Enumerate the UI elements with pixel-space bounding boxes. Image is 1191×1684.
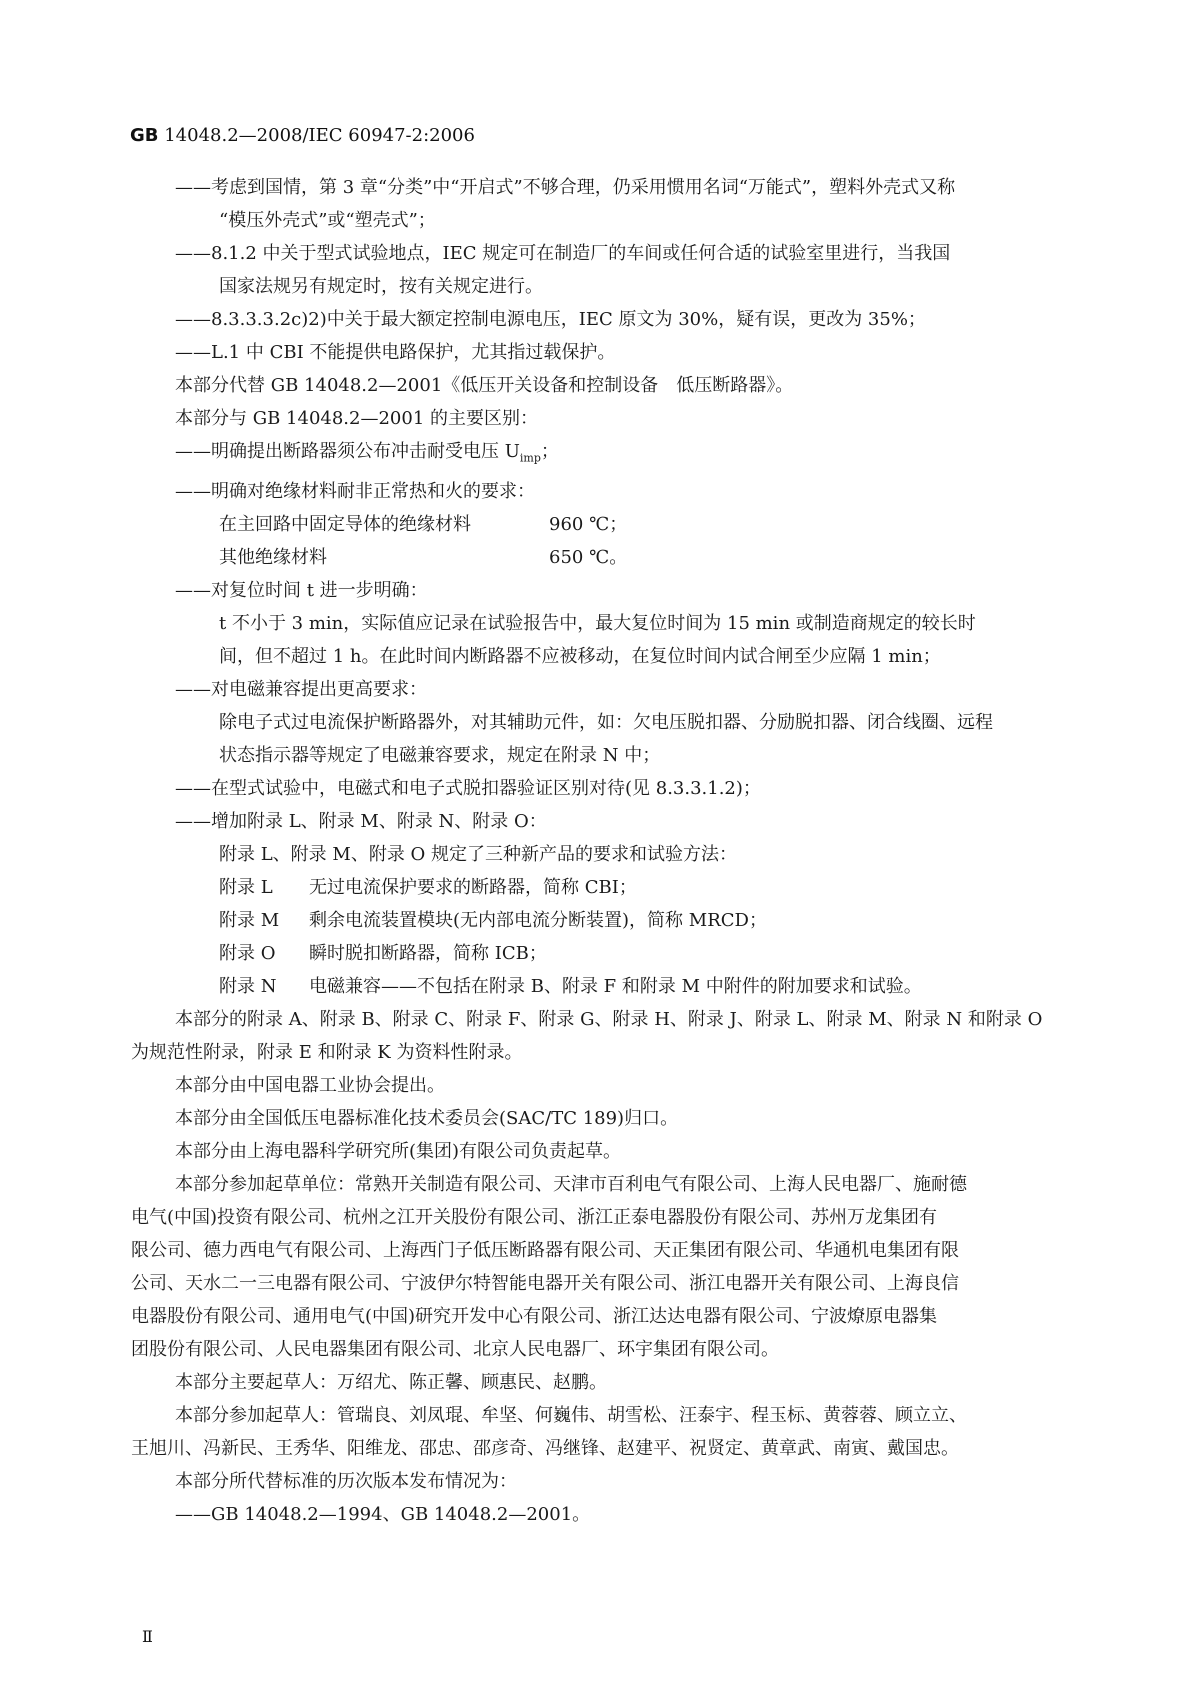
annex-row: [175, 904, 1055, 937]
list-item-detail: 附录 L、附录 M、附录 O 规定了三种新产品的要求和试验方法：: [219, 843, 738, 865]
paragraph: 本部分参加起草人：管瑞良、刘凤琨、牟坚、何巍伟、胡雪松、汪泰宇、程玉标、黄蓉蓉、顾立立、: [175, 1404, 967, 1426]
paragraph-continuation: 限公司、德力西电气有限公司、上海西门子低压断路器有限公司、天正集团有限公司、华通机电集团有限: [131, 1239, 959, 1261]
annex-description: 无过电流保护要求的断路器，简称 CBI；: [309, 876, 637, 898]
paragraph: 本部分的附录 A、附录 B、附录 C、附录 F、附录 G、附录 H、附录 J、附录 L、附录 M、附录 N 和附录 O: [175, 1008, 1043, 1030]
annex-label: 附录 L: [219, 876, 273, 898]
annex-description: 电磁兼容——不包括在附录 B、附录 F 和附录 M 中附件的附加要求和试验。: [309, 975, 922, 997]
standard-number: 14048.2—2008/IEC 60947-2:2006: [164, 125, 475, 146]
requirement-label: 其他绝缘材料: [219, 546, 327, 568]
list-item-text: ——明确提出断路器须公布冲击耐受电压 U: [175, 441, 520, 462]
list-item: ——GB 14048.2—1994、GB 14048.2—2001。: [175, 1503, 591, 1525]
list-item-detail: 间，但不超过 1 h。在此时间内断路器不应被移动，在复位时间内试合闸至少应隔 1 min；: [219, 645, 941, 667]
paragraph: 本部分所代替标准的历次版本发布情况为：: [175, 1470, 517, 1492]
list-item: ——考虑到国情，第 3 章“分类”中“开启式”不够合理，仍采用惯用名词“万能式”，塑料外壳式又称: [175, 177, 956, 198]
list-item: [175, 435, 1055, 475]
annex-label: 附录 N: [219, 975, 277, 997]
list-item: ——L.1 中 CBI 不能提供电路保护，尤其指过载保护。: [175, 342, 616, 363]
paragraph: 本部分代替 GB 14048.2—2001《低压开关设备和控制设备 低压断路器》。: [175, 375, 794, 396]
subscript: imp: [519, 451, 541, 465]
annex-row: [175, 970, 1055, 1003]
paragraph: 本部分由上海电器科学研究所(集团)有限公司负责起草。: [175, 1140, 622, 1162]
standard-prefix: GB: [130, 125, 159, 146]
list-item-continuation: 国家法规另有规定时，按有关规定进行。: [219, 276, 543, 297]
list-item: ——对复位时间 t 进一步明确：: [175, 579, 428, 601]
list-item: ——在型式试验中，电磁式和电子式脱扣器验证区别对待(见 8.3.3.1.2)；: [175, 777, 761, 799]
requirement-value: 960 ℃；: [549, 513, 628, 535]
page-number: Ⅱ: [142, 1627, 153, 1646]
paragraph-continuation: 团股份有限公司、人民电器集团有限公司、北京人民电器厂、环宇集团有限公司。: [131, 1338, 779, 1360]
list-item-detail: 状态指示器等规定了电磁兼容要求，规定在附录 N 中；: [219, 744, 661, 766]
list-item-detail: t 不小于 3 min，实际值应记录在试验报告中，最大复位时间为 15 min 或制造商规定的较长时: [219, 612, 976, 634]
paragraph-continuation: 电器股份有限公司、通用电气(中国)研究开发中心有限公司、浙江达达电器有限公司、宁波燎原电器集: [131, 1305, 938, 1327]
annex-row: [175, 937, 1055, 970]
requirement-row: [175, 508, 1055, 541]
document-body: [131, 171, 1055, 1531]
annex-label: 附录 M: [219, 909, 280, 931]
paragraph: 本部分主要起草人：万绍尤、陈正馨、顾惠民、赵鹏。: [175, 1371, 607, 1393]
list-item: ——8.1.2 中关于型式试验地点，IEC 规定可在制造厂的车间或任何合适的试验室里进行，当我国: [175, 243, 951, 264]
annex-description: 瞬时脱扣断路器，简称 ICB；: [309, 942, 547, 964]
list-item-detail: 除电子式过电流保护断路器外，对其辅助元件，如：欠电压脱扣器、分励脱扣器、闭合线圈、远程: [219, 711, 993, 733]
list-item-continuation: “模压外壳式”或“塑壳式”；: [219, 210, 436, 231]
list-item: ——8.3.3.3.2c)2)中关于最大额定控制电源电压，IEC 原文为 30%，疑有误，更改为 35%；: [175, 309, 926, 330]
paragraph-continuation: 王旭川、冯新民、王秀华、阳维龙、邵忠、邵彦奇、冯继锋、赵建平、祝贤定、黄章武、南寅、戴国忠。: [131, 1437, 959, 1459]
list-item: ——明确对绝缘材料耐非正常热和火的要求：: [175, 480, 535, 502]
standard-header: [130, 124, 475, 148]
list-item: ——对电磁兼容提出更高要求：: [175, 678, 427, 700]
requirement-value: 650 ℃。: [549, 546, 628, 568]
requirement-row: [175, 541, 1055, 574]
paragraph: 本部分与 GB 14048.2—2001 的主要区别：: [175, 408, 539, 429]
paragraph-continuation: 为规范性附录，附录 E 和附录 K 为资料性附录。: [131, 1041, 523, 1063]
requirement-label: 在主回路中固定导体的绝缘材料: [219, 513, 471, 535]
list-item: ——增加附录 L、附录 M、附录 N、附录 O：: [175, 810, 547, 832]
paragraph: 本部分由中国电器工业协会提出。: [175, 1074, 445, 1096]
list-item-end: ；: [540, 441, 559, 462]
paragraph-continuation: 电气(中国)投资有限公司、杭州之江开关股份有限公司、浙江正泰电器股份有限公司、苏州万龙集团有: [131, 1206, 938, 1228]
paragraph: 本部分参加起草单位：常熟开关制造有限公司、天津市百利电气有限公司、上海人民电器厂、施耐德: [175, 1173, 967, 1195]
annex-label: 附录 O: [219, 942, 276, 964]
paragraph: 本部分由全国低压电器标准化技术委员会(SAC/TC 189)归口。: [175, 1107, 679, 1129]
annex-row: [175, 871, 1055, 904]
annex-description: 剩余电流装置模块(无内部电流分断装置)，简称 MRCD；: [309, 909, 767, 931]
paragraph-continuation: 公司、天水二一三电器有限公司、宁波伊尔特智能电器开关有限公司、浙江电器开关有限公司、上海良信: [131, 1272, 959, 1294]
